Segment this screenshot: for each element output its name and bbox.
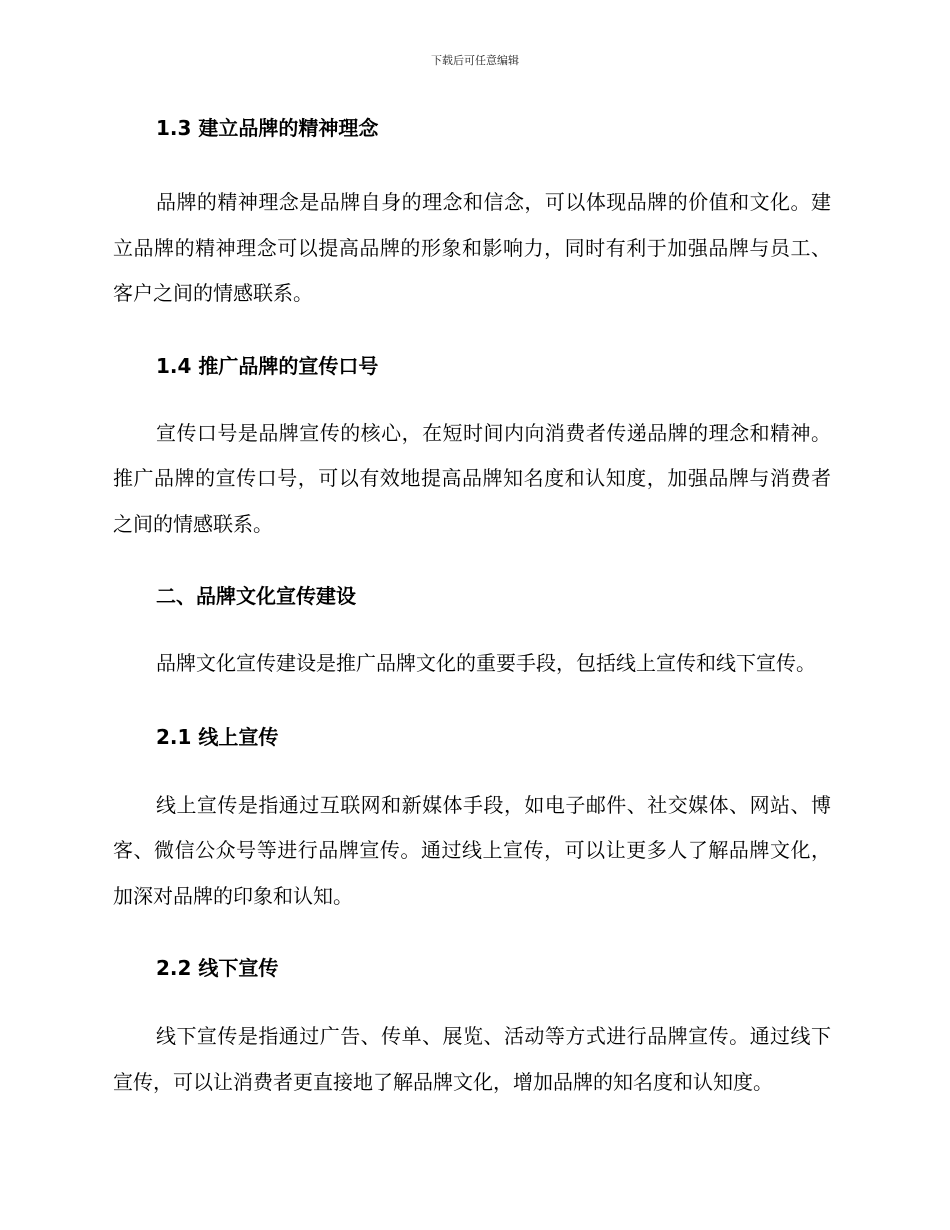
section-heading-2-1: 2.1 线上宣传 (156, 724, 279, 749)
section-paragraph-2-1: 线上宣传是指通过互联网和新媒体手段，如电子邮件、社交媒体、网站、博客、微信公众号等进行品牌宣传。通过线上宣传，可以让更多人了解品牌文化，加深对品牌的印象和认知。 (113, 792, 831, 908)
section-paragraph-1-4: 宣传口号是品牌宣传的核心，在短时间内向消费者传递品牌的理念和精神。推广品牌的宣传口号，可以有效地提高品牌知名度和认知度，加强品牌与消费者之间的情感联系。 (113, 420, 831, 536)
section-heading-1-3: 1.3 建立品牌的精神理念 (156, 116, 379, 140)
document-body (113, 113, 831, 1105)
section-paragraph-2-2: 线下宣传是指通过广告、传单、展览、活动等方式进行品牌宣传。通过线下宣传，可以让消费者更直接地了解品牌文化，增加品牌的知名度和认知度。 (113, 1024, 831, 1094)
section-paragraph-1-3: 品牌的精神理念是品牌自身的理念和信念，可以体现品牌的价值和文化。建立品牌的精神理念可以提高品牌的形象和影响力，同时有利于加强品牌与员工、客户之间的情感联系。 (113, 190, 831, 305)
section-heading-2-2: 2.2 线下宣传 (156, 956, 279, 980)
section-paragraph-2: 品牌文化宣传建设是推广品牌文化的重要手段，包括线上宣传和线下宣传。 (156, 651, 816, 675)
page-header-note: 下载后可任意编辑 (431, 54, 519, 67)
section-heading-1-4: 1.4 推广品牌的宣传口号 (156, 353, 379, 378)
section-heading-2: 二、品牌文化宣传建设 (156, 584, 356, 608)
